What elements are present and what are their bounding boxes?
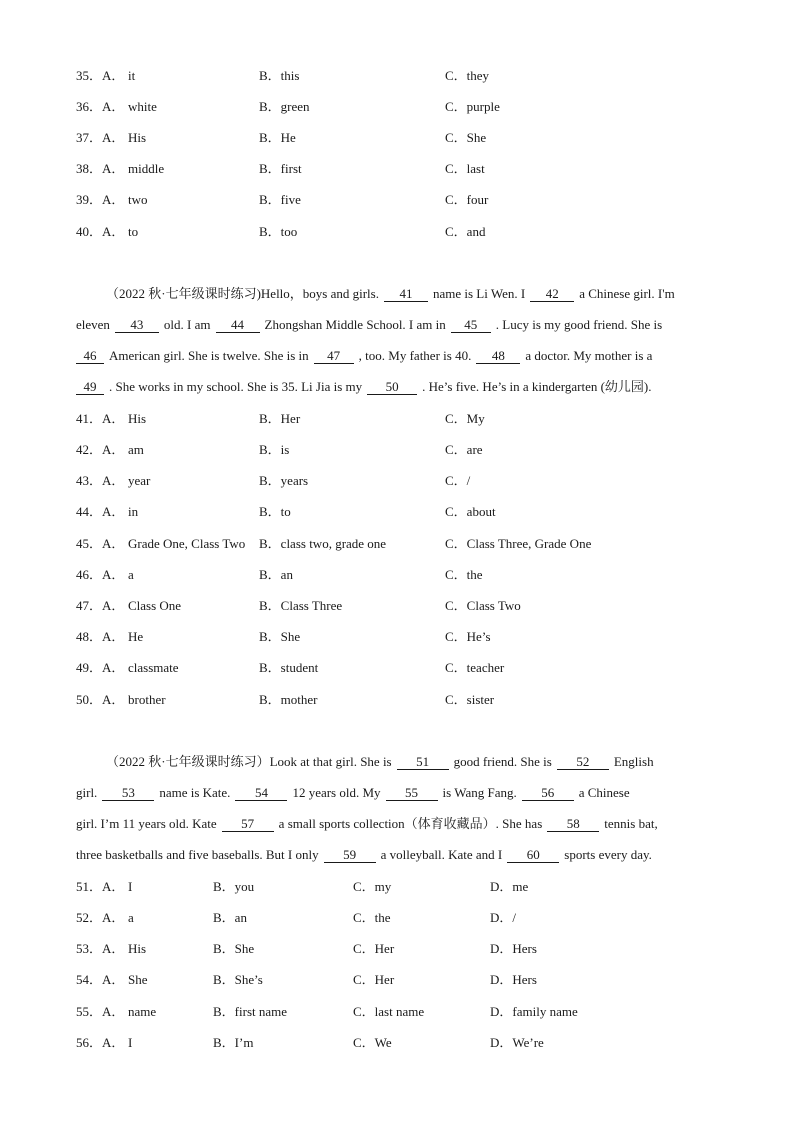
blank-47: 47 (314, 348, 354, 364)
blank-51: 51 (397, 754, 449, 770)
option-a: a (128, 567, 134, 582)
option-a: She (128, 972, 148, 987)
option-b: B．first (259, 161, 302, 176)
option-b: B．I’m (213, 1035, 254, 1050)
option-c: C．the (445, 567, 483, 582)
blank-44: 44 (216, 317, 260, 333)
option-c: C．Her (353, 972, 395, 987)
option-c: C．purple (445, 99, 500, 114)
option-b: B．years (259, 473, 309, 488)
option-a: it (128, 68, 136, 83)
option-c: C．/ (445, 473, 471, 488)
blank-43: 43 (115, 317, 159, 333)
passage-line: girl. I’m 11 years old. Kate 57 a small sports collection（体育收藏品）. She has 58 tennis bat, (76, 816, 658, 831)
blank-54: 54 (235, 785, 287, 801)
passage-line: girl. 53 name is Kate. 54 12 years old. My 55 is Wang Fang. 56 a Chinese (76, 785, 630, 800)
blank-57: 57 (222, 816, 274, 832)
option-d: D．family name (490, 1004, 578, 1019)
option-a: name (128, 1004, 157, 1019)
blank-46: 46 (76, 348, 104, 364)
option-b: B．is (259, 442, 290, 457)
option-c: C．teacher (445, 660, 505, 675)
option-c: C．Class Two (445, 598, 521, 613)
option-a: Class One (128, 598, 182, 613)
option-b: B．She (213, 941, 255, 956)
option-c: C．are (445, 442, 483, 457)
blank-41: 41 (384, 286, 428, 302)
blank-56: 56 (522, 785, 574, 801)
option-a: brother (128, 692, 166, 707)
option-c: C．about (445, 504, 496, 519)
option-b: B．Her (259, 411, 301, 426)
option-c: C．my (353, 879, 392, 894)
blank-60: 60 (507, 847, 559, 863)
option-c: C．the (353, 910, 391, 925)
option-a: His (128, 941, 147, 956)
option-b: B．class two, grade one (259, 536, 387, 551)
option-c: C．sister (445, 692, 495, 707)
option-a: I (128, 879, 133, 894)
option-a: two (128, 192, 148, 207)
option-d: D．/ (490, 910, 517, 925)
option-a: to (128, 224, 139, 239)
option-c: C．last (445, 161, 485, 176)
option-a: He (128, 629, 144, 644)
option-b: B．student (259, 660, 319, 675)
worksheet-page: 35．A． it B．this C．they 36．A． white B．green C．purple 37．A． His B．He C．She 38．A． middle B．first C．last 39．A． two B．five C．four 40．A． to B．too C．and （2022 秋·七年级课时练习)Hello，boys and girls. 41 name is Li Wen. I 42 a Chinese girl. I'm eleven 43 old. I am 44 Zhongshan Middle School. I am in 45 . Lucy is my good friend. She is 46 American girl. She is twelve. She is in 47 , too. My father is 40. 48 a doctor. My mother is a 49 . She works in my school. She is 35. Li Jia is my 50 . He’s five. He’s in a kindergarten (幼儿园). 41．A． His B．Her C．My 42．A． am B．is C．are 43．A． year B．years C．/ 44．A． in B．to C．about 45．A． Grade One, Class Two B．class two, grade one C．Class Three, Grade One 46．A． a B．an C．the 47．A． Class One B．Class Three C．Class Two 48．A． He B．She C．He’s 49．A． classmate B．student C．teacher 50．A． brother B．mother C．sister （2022 秋·七年级课时练习）Look at that girl. She is 51 good friend. She is 52 English girl. 53 name is Kate. 54 12 years old. My 55 is Wang Fang. 56 a Chinese girl. I’m 11 years old. Kate 57 a small sports collection（体育收藏品）. She has 58 tennis bat, three basketballs and five baseballs. But I only 59 a volleyball. Kate and I 60 sports every day. 51．A． I B．you C．my D．me 52．A． a B．an C．the D．/ 53．A． His B．She C．Her D．Hers 54．A． She B．She’s C．Her D．Hers 55．A． name B．first name C．last name D．family name 56．A． I B．I’m C．We D．We’re (0, 0, 794, 1123)
blank-50: 50 (367, 379, 417, 395)
option-c: C．last name (353, 1004, 425, 1019)
question-number: 39．A． (76, 192, 125, 207)
option-c: C．Class Three, Grade One (445, 536, 592, 551)
passage-line: eleven 43 old. I am 44 Zhongshan Middle School. I am in 45 . Lucy is my good friend. She is (76, 317, 663, 332)
passage-line: 49 . She works in my school. She is 35. Li Jia is my 50 . He’s five. He’s in a kindergarten (幼儿园). (76, 378, 718, 396)
option-b: B．He (259, 130, 296, 145)
passage-line: three basketballs and five baseballs. But I only 59 a volleyball. Kate and I 60 sports every day. (76, 847, 652, 862)
option-c: C．My (445, 411, 485, 426)
option-b: B．this (259, 68, 300, 83)
question-number: 37．A． (76, 130, 125, 145)
option-a: His (128, 411, 147, 426)
option-b: B．mother (259, 692, 318, 707)
option-c: C．four (445, 192, 489, 207)
option-b: B．an (213, 910, 247, 925)
option-c: C．We (353, 1035, 392, 1050)
blank-49: 49 (76, 379, 104, 395)
option-c: C．He’s (445, 629, 491, 644)
blank-45: 45 (451, 317, 491, 333)
option-c: C．She (445, 130, 487, 145)
blank-48: 48 (476, 348, 520, 364)
option-d: D．me (490, 879, 529, 894)
option-c: C．they (445, 68, 490, 83)
question-number: 35．A． (76, 68, 125, 83)
option-b: B．She’s (213, 972, 263, 987)
option-a: classmate (128, 660, 179, 675)
option-c: C．and (445, 224, 486, 239)
passage-line: （2022 秋·七年级课时练习)Hello，boys and girls. 41 name is Li Wen. I 42 a Chinese girl. I'm (106, 286, 675, 301)
option-a: I (128, 1035, 133, 1050)
passage-line: 46 American girl. She is twelve. She is in 47 , too. My father is 40. 48 a doctor. My mother is a (76, 347, 718, 365)
option-b: B．first name (213, 1004, 288, 1019)
passage-line: （2022 秋·七年级课时练习）Look at that girl. She is 51 good friend. She is 52 English (106, 754, 654, 769)
option-b: B．to (259, 504, 291, 519)
blank-53: 53 (102, 785, 154, 801)
blank-59: 59 (324, 847, 376, 863)
question-number: 38．A． (76, 161, 125, 176)
option-b: B．five (259, 192, 301, 207)
option-b: B．too (259, 224, 298, 239)
option-b: B．green (259, 99, 310, 114)
option-a: in (128, 504, 139, 519)
blank-55: 55 (386, 785, 438, 801)
blank-58: 58 (547, 816, 599, 832)
option-b: B．She (259, 629, 301, 644)
option-a: Grade One, Class Two (128, 536, 246, 551)
option-d: D．We’re (490, 1035, 544, 1050)
option-a: year (128, 473, 151, 488)
option-b: B．you (213, 879, 255, 894)
option-a: am (128, 442, 144, 457)
option-d: D．Hers (490, 941, 537, 956)
option-b: B．Class Three (259, 598, 343, 613)
option-d: D．Hers (490, 972, 537, 987)
blank-52: 52 (557, 754, 609, 770)
option-a: white (128, 99, 157, 114)
question-number: 40．A． (76, 224, 125, 239)
option-a: middle (128, 161, 165, 176)
blank-42: 42 (530, 286, 574, 302)
question-number: 36．A． (76, 99, 125, 114)
option-a: a (128, 910, 134, 925)
option-c: C．Her (353, 941, 395, 956)
option-b: B．an (259, 567, 293, 582)
option-a: His (128, 130, 147, 145)
